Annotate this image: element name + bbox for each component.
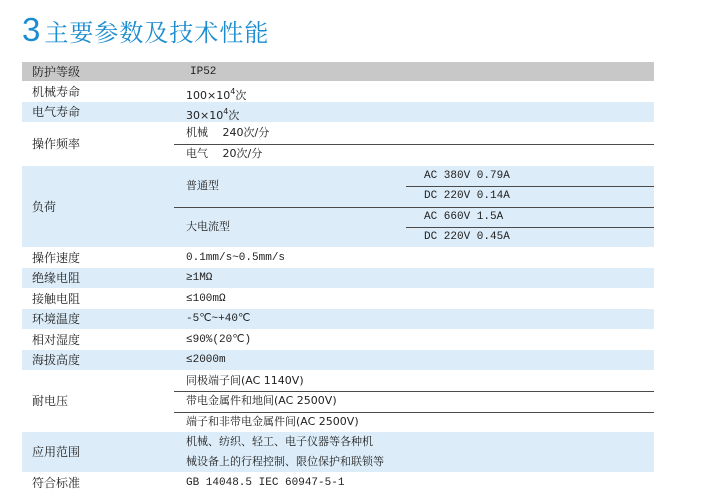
row-altitude xyxy=(22,350,654,371)
row-value: ≥1MΩ xyxy=(186,272,213,284)
row-elec-life xyxy=(22,102,654,123)
row-env-temp xyxy=(22,309,654,330)
load-normal-type: 普通型 xyxy=(186,179,219,192)
row-label: 操作频率 xyxy=(32,137,81,151)
row-insulation xyxy=(22,268,654,289)
row-application xyxy=(22,432,654,473)
row-mech-life xyxy=(22,82,654,102)
row-label: 负荷 xyxy=(32,200,57,214)
row-value: ≤100mΩ xyxy=(186,293,226,305)
row-protection xyxy=(22,62,654,82)
load-normal-ac: AC 380V 0.79A xyxy=(424,170,510,182)
row-withstand xyxy=(22,371,654,432)
application-line-1: 机械、纺织、轻工、电子仪器等各种机 xyxy=(186,435,373,448)
application-line-2: 械设备上的行程控制、限位保护和联锁等 xyxy=(186,455,384,468)
row-label: 耐电压 xyxy=(32,394,69,408)
row-value: $100\times 10^4$次 xyxy=(186,87,247,102)
load-high-ac: AC 660V 1.5A xyxy=(424,211,504,223)
withstand-line-2: 带电金属件和地间(AC 2500V) xyxy=(186,394,337,407)
row-value: 0.1mm/s~0.5mm/s xyxy=(186,252,286,264)
row-label: 操作速度 xyxy=(32,251,81,265)
row-label: 应用范围 xyxy=(32,445,81,459)
row-value: IP52 xyxy=(190,66,217,78)
row-label: 海拔高度 xyxy=(32,353,81,367)
row-label: 相对湿度 xyxy=(32,333,81,347)
row-label: 电气寿命 xyxy=(32,105,81,119)
load-normal-dc: DC 220V 0.14A xyxy=(424,190,510,202)
row-label: 环境温度 xyxy=(32,312,81,326)
row-value: ≤2000m xyxy=(186,354,226,366)
row-value-mech: 机械 240次/分 xyxy=(186,126,270,139)
row-value-elec: 电气 20次/分 xyxy=(186,147,263,160)
row-contact xyxy=(22,289,654,309)
section-heading xyxy=(22,10,269,50)
row-value: $30\times 10^4$次 xyxy=(186,107,240,122)
row-value: -5℃~+40℃ xyxy=(186,313,251,325)
withstand-line-1: 同极端子间(AC 1140V) xyxy=(186,374,304,387)
row-value: GB 14048.5 IEC 60947-5-1 xyxy=(186,477,345,489)
row-load xyxy=(22,166,654,248)
row-op-freq xyxy=(22,123,654,165)
spec-table xyxy=(22,62,654,492)
section-title: 主要参数及技术性能 xyxy=(44,19,270,47)
load-high-dc: DC 220V 0.45A xyxy=(424,231,510,243)
load-high-type: 大电流型 xyxy=(186,220,230,233)
row-op-speed xyxy=(22,248,654,268)
divider xyxy=(174,207,654,208)
row-standard xyxy=(22,473,654,493)
row-humidity xyxy=(22,330,654,350)
withstand-line-3: 端子和非带电金属件间(AC 2500V) xyxy=(186,415,359,428)
row-label: 接触电阻 xyxy=(32,292,81,306)
row-label: 符合标准 xyxy=(32,476,81,490)
row-label: 防护等级 xyxy=(32,65,81,79)
row-value: ≤90%(20℃) xyxy=(186,334,252,346)
section-number: 3 xyxy=(22,11,41,48)
row-label: 绝缘电阻 xyxy=(32,271,81,285)
row-label: 机械寿命 xyxy=(32,85,81,99)
